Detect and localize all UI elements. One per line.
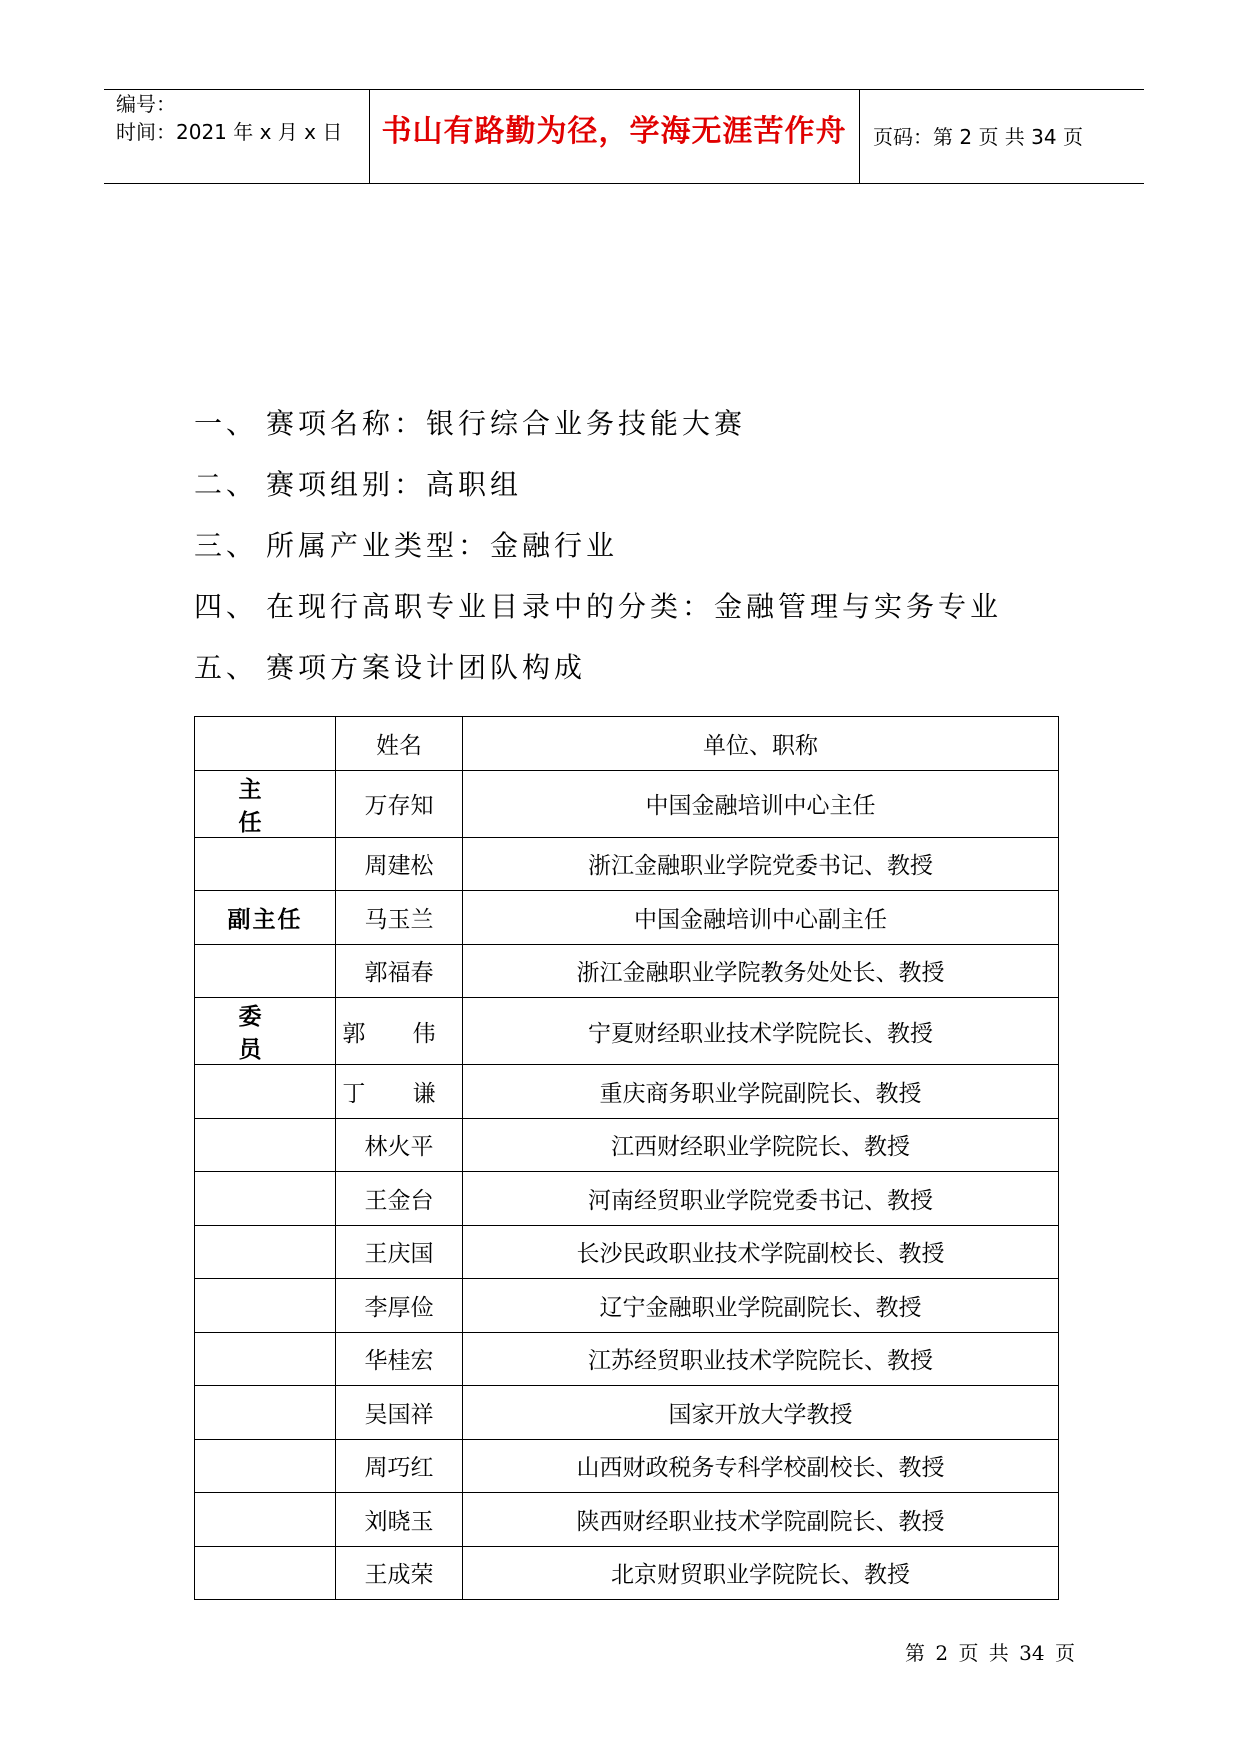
name-cell: 周巧红 bbox=[336, 1439, 463, 1493]
section-text: 在现行高职专业目录中的分类：金融管理与实务专业 bbox=[266, 590, 1003, 623]
role-cell: 主 任 bbox=[195, 770, 336, 837]
role-cell bbox=[195, 944, 336, 998]
name-cell: 郭 伟 bbox=[336, 998, 463, 1065]
role-cell bbox=[195, 1172, 336, 1226]
name-cell: 周建松 bbox=[336, 837, 463, 891]
table-header-row bbox=[195, 717, 1059, 771]
team-table bbox=[194, 716, 1059, 1600]
header-divider-right bbox=[859, 89, 860, 183]
section-number: 五、 bbox=[194, 651, 259, 684]
name-cell: 郭福春 bbox=[336, 944, 463, 998]
role-cell bbox=[195, 1332, 336, 1386]
table-row bbox=[195, 891, 1059, 945]
unit-cell: 国家开放大学教授 bbox=[463, 1386, 1059, 1440]
name-cell: 林火平 bbox=[336, 1118, 463, 1172]
section-number: 一、 bbox=[194, 407, 259, 440]
table-row bbox=[195, 944, 1059, 998]
table-row bbox=[195, 837, 1059, 891]
section-text: 所属产业类型：金融行业 bbox=[266, 529, 619, 562]
header-date: 时间：2021 年 x 月 x 日 bbox=[116, 120, 343, 144]
unit-cell: 山西财政税务专科学校副校长、教授 bbox=[463, 1439, 1059, 1493]
section-item bbox=[194, 465, 522, 505]
name-cell: 马玉兰 bbox=[336, 891, 463, 945]
table-row bbox=[195, 1493, 1059, 1547]
table-row bbox=[195, 1439, 1059, 1493]
table-row bbox=[195, 1225, 1059, 1279]
table-row bbox=[195, 1546, 1059, 1600]
role-cell bbox=[195, 1493, 336, 1547]
unit-cell: 中国金融培训中心主任 bbox=[463, 770, 1059, 837]
section-text: 赛项组别：高职组 bbox=[266, 468, 523, 501]
table-row bbox=[195, 1386, 1059, 1440]
name-cell: 万存知 bbox=[336, 770, 463, 837]
section-item bbox=[194, 648, 586, 688]
unit-cell: 重庆商务职业学院副院长、教授 bbox=[463, 1065, 1059, 1119]
role-cell bbox=[195, 1065, 336, 1119]
header-cell-role bbox=[195, 717, 336, 771]
footer-page-number: 第 2 页 共 34 页 bbox=[905, 1641, 1075, 1665]
section-item bbox=[194, 587, 1002, 627]
section-number: 三、 bbox=[194, 529, 259, 562]
table-row bbox=[195, 1279, 1059, 1333]
unit-cell: 宁夏财经职业技术学院院长、教授 bbox=[463, 998, 1059, 1065]
name-cell: 王成荣 bbox=[336, 1546, 463, 1600]
role-cell bbox=[195, 1225, 336, 1279]
table-row bbox=[195, 770, 1059, 837]
name-cell: 吴国祥 bbox=[336, 1386, 463, 1440]
role-cell bbox=[195, 837, 336, 891]
name-cell: 刘晓玉 bbox=[336, 1493, 463, 1547]
header-cell-unit: 单位、职称 bbox=[463, 717, 1059, 771]
unit-cell: 浙江金融职业学院教务处处长、教授 bbox=[463, 944, 1059, 998]
unit-cell: 河南经贸职业学院党委书记、教授 bbox=[463, 1172, 1059, 1226]
section-text: 赛项方案设计团队构成 bbox=[266, 651, 587, 684]
section-text: 赛项名称：银行综合业务技能大赛 bbox=[266, 407, 747, 440]
role-cell bbox=[195, 1279, 336, 1333]
section-number: 二、 bbox=[194, 468, 259, 501]
role-cell bbox=[195, 1386, 336, 1440]
unit-cell: 北京财贸职业学院院长、教授 bbox=[463, 1546, 1059, 1600]
role-cell bbox=[195, 1439, 336, 1493]
role-cell bbox=[195, 1546, 336, 1600]
header-page-number: 页码：第 2 页 共 34 页 bbox=[873, 125, 1083, 149]
name-cell: 李厚俭 bbox=[336, 1279, 463, 1333]
section-number: 四、 bbox=[194, 590, 259, 623]
unit-cell: 长沙民政职业技术学院副校长、教授 bbox=[463, 1225, 1059, 1279]
name-cell: 华桂宏 bbox=[336, 1332, 463, 1386]
role-cell: 委 员 bbox=[195, 998, 336, 1065]
table-row bbox=[195, 1332, 1059, 1386]
header-bottom-rule bbox=[104, 183, 1144, 184]
header-motto: 书山有路勤为径，学海无涯苦作舟 bbox=[381, 114, 847, 149]
table-row bbox=[195, 1172, 1059, 1226]
unit-cell: 中国金融培训中心副主任 bbox=[463, 891, 1059, 945]
role-cell bbox=[195, 1118, 336, 1172]
unit-cell: 陕西财经职业技术学院副院长、教授 bbox=[463, 1493, 1059, 1547]
section-item bbox=[194, 404, 746, 444]
header-top-rule bbox=[104, 89, 1144, 90]
table-row bbox=[195, 1118, 1059, 1172]
table-row bbox=[195, 1065, 1059, 1119]
unit-cell: 辽宁金融职业学院副院长、教授 bbox=[463, 1279, 1059, 1333]
unit-cell: 江西财经职业学院院长、教授 bbox=[463, 1118, 1059, 1172]
section-item bbox=[194, 526, 618, 566]
header-number-label: 编号： bbox=[116, 92, 176, 116]
name-cell: 王庆国 bbox=[336, 1225, 463, 1279]
name-cell: 丁 谦 bbox=[336, 1065, 463, 1119]
header-cell-name: 姓名 bbox=[336, 717, 463, 771]
table-row bbox=[195, 998, 1059, 1065]
role-cell: 副主任 bbox=[195, 891, 336, 945]
name-cell: 王金台 bbox=[336, 1172, 463, 1226]
unit-cell: 江苏经贸职业技术学院院长、教授 bbox=[463, 1332, 1059, 1386]
unit-cell: 浙江金融职业学院党委书记、教授 bbox=[463, 837, 1059, 891]
